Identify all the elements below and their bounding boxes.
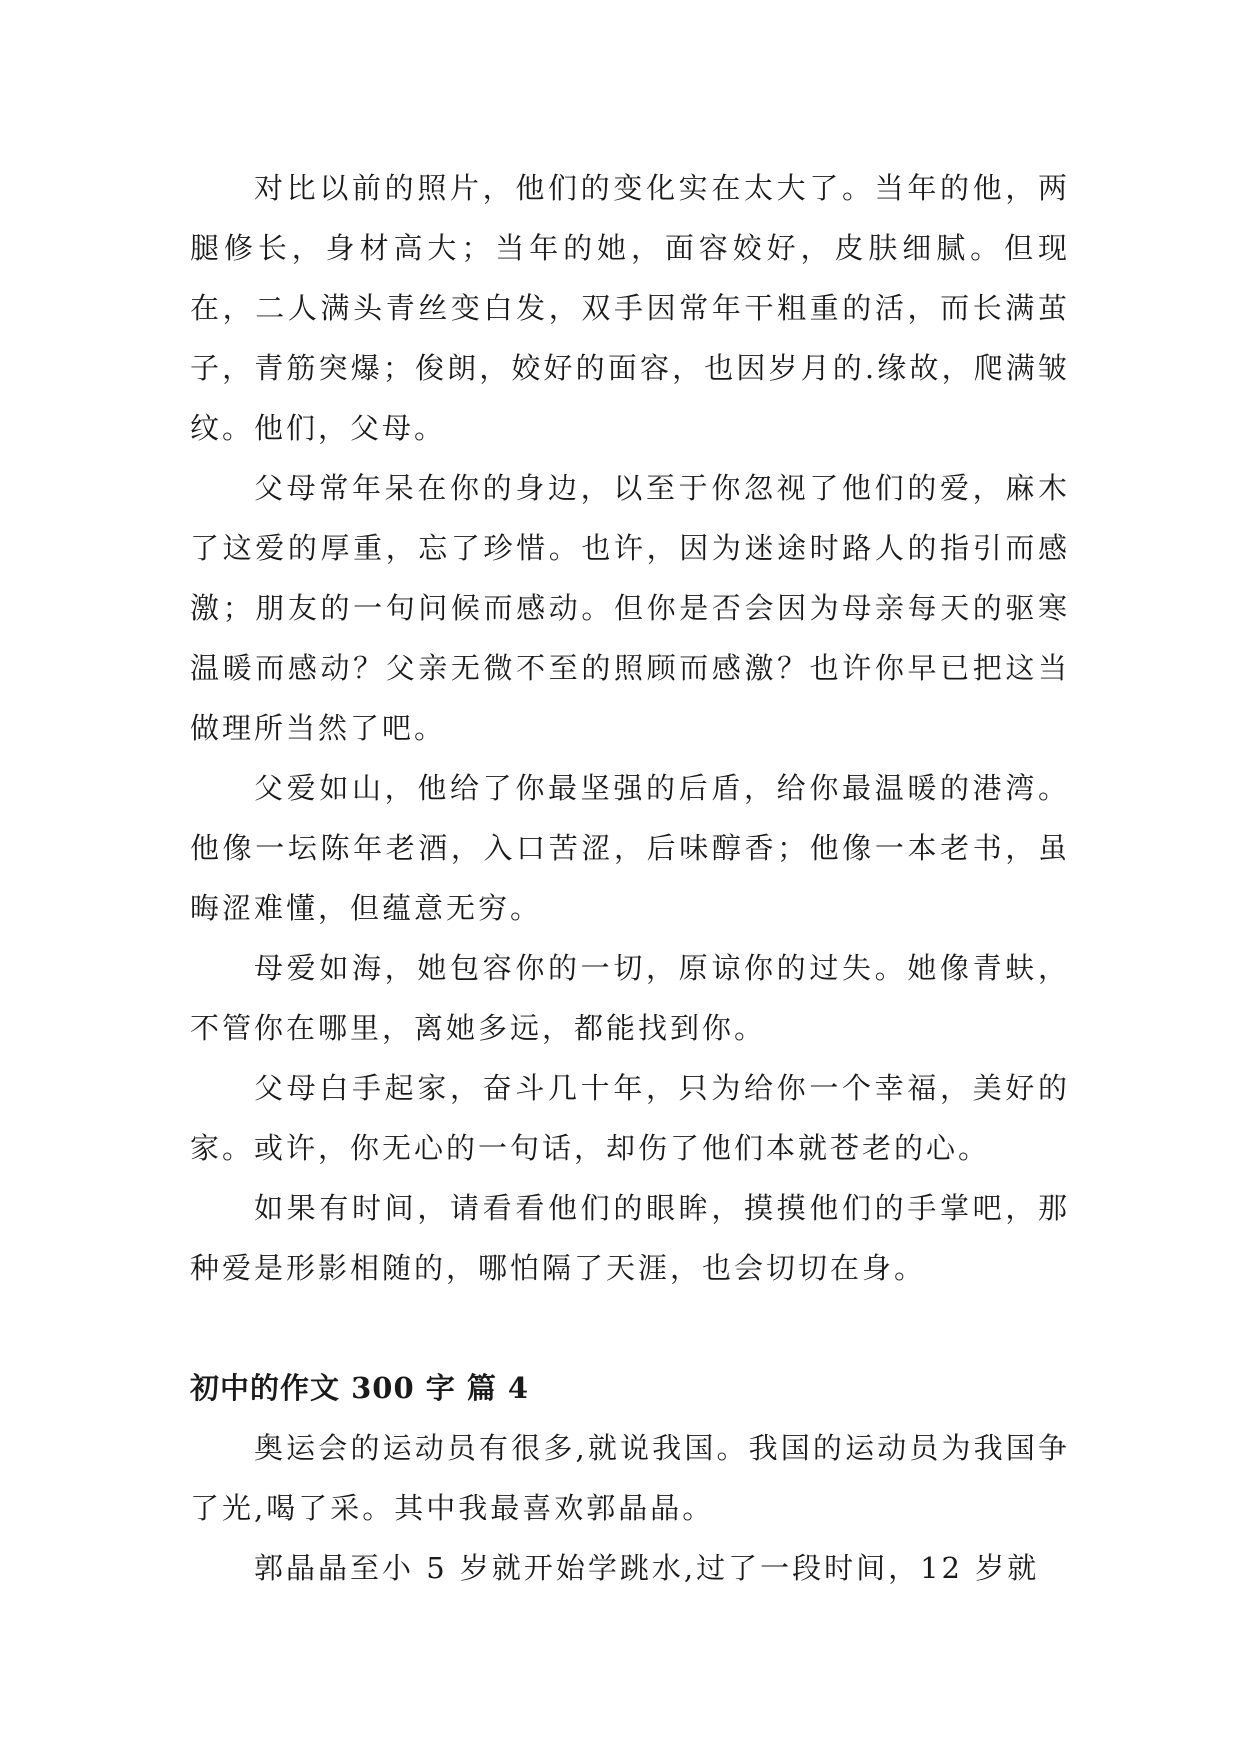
section-heading: 初中的作文 300 字 篇 4 <box>190 1371 530 1405</box>
paragraph-father-love: 父爱如山，他给了你最坚强的后盾，给你最温暖的港湾。他像一坛陈年老酒，入口苦涩，后味醇香；他像一本老书，虽晦涩难懂，但蕴意无穷。 <box>190 771 1070 925</box>
paragraph-olympics-intro: 奥运会的运动员有很多,就说我国。我国的运动员为我国争了光,喝了采。其中我最喜欢郭晶晶。 <box>190 1431 1070 1525</box>
paragraph-photos-comparison: 对比以前的照片，他们的变化实在太大了。当年的他，两腿修长，身材高大；当年的她，面容姣好，皮肤细腻。但现在，二人满头青丝变白发，双手因常年干粗重的活，而长满茧子，青筋突爆；俊朗，姣好的面容，也因岁月的.缘故，爬满皱纹。他们，父母。 <box>190 171 1070 445</box>
paragraph-parents-love: 父母常年呆在你的身边，以至于你忽视了他们的爱，麻木了这爱的厚重，忘了珍惜。也许，因为迷途时路人的指引而感激；朋友的一句问候而感动。但你是否会因为母亲每天的驱寒温暖而感动？父亲无微不至的照顾而感激？也许你早已把这当做理所当然了吧。 <box>190 471 1070 745</box>
document-body <box>190 158 1070 1598</box>
paragraph-mother-love: 母爱如海，她包容你的一切，原谅你的过失。她像青蚨，不管你在哪里，离她多远，都能找到你。 <box>190 951 1070 1045</box>
paragraph-parents-effort: 父母白手起家，奋斗几十年，只为给你一个幸福，美好的家。或许，你无心的一句话，却伤了他们本就苍老的心。 <box>190 1071 1070 1165</box>
paragraph-closing: 如果有时间，请看看他们的眼眸，摸摸他们的手掌吧，那种爱是形影相随的，哪怕隔了天涯，也会切切在身。 <box>190 1191 1070 1285</box>
paragraph-guo-jingjing: 郭晶晶至小 5 岁就开始学跳水,过了一段时间，12 岁就 <box>254 1551 1040 1585</box>
